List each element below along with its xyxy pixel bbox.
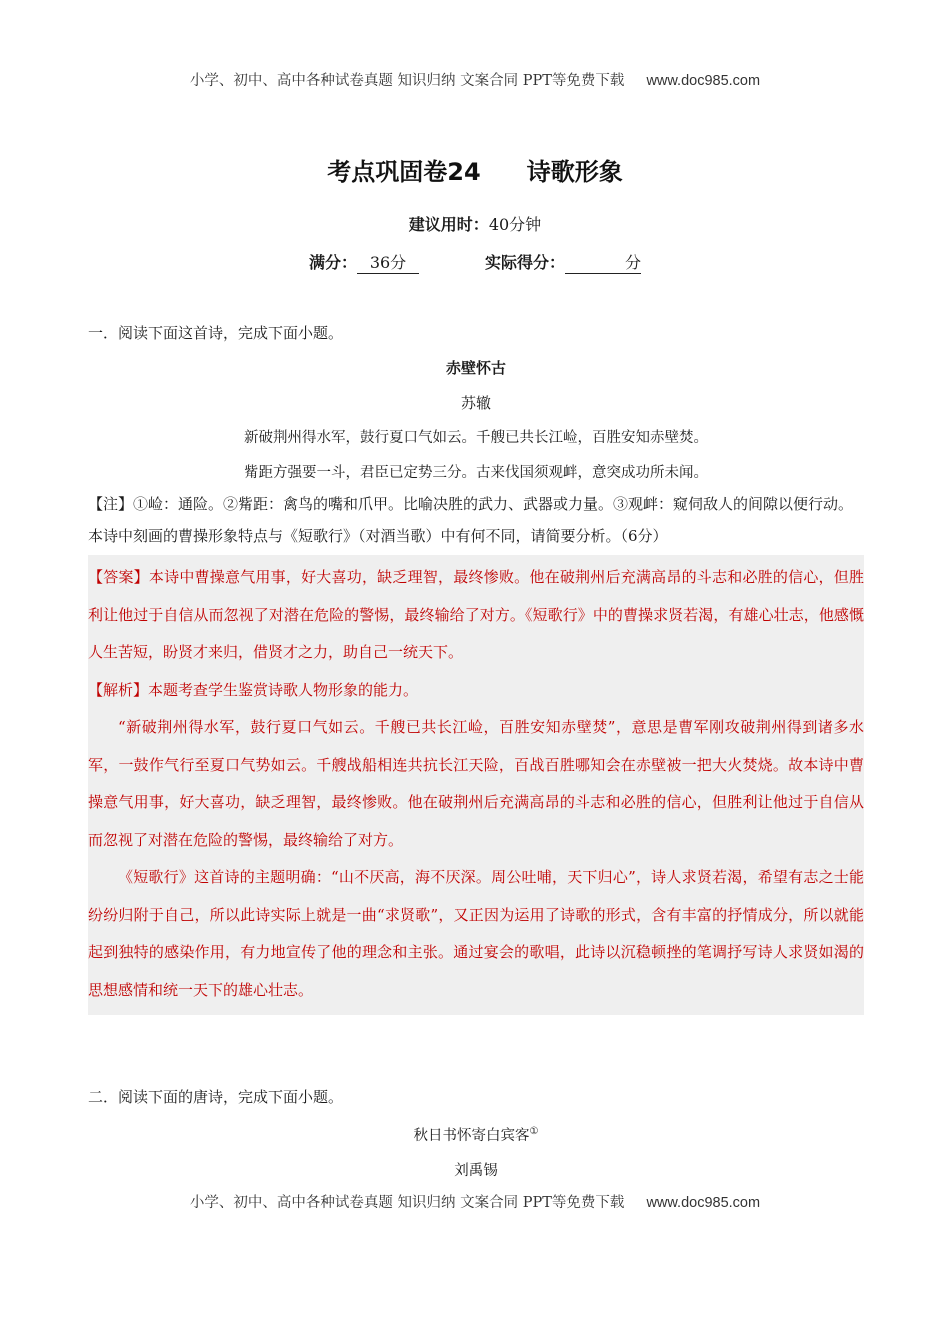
time-label: 建议用时： [408,215,489,234]
analysis-tag: 【解析】 [88,680,149,699]
title-part1: 考点巩固卷24 [327,158,481,186]
q2-poem-title-mark: ① [529,1126,539,1137]
actual-score-field[interactable]: 分 [565,250,641,274]
answer-tag: 【答案】 [88,568,149,586]
answer-paragraph [88,559,864,672]
footer-text: 小学、初中、高中各种试卷真题 知识归纳 文案合同 PPT等免费下载 [189,1195,625,1211]
header-text: 小学、初中、高中各种试卷真题 知识归纳 文案合同 PPT等免费下载 [189,73,625,89]
q1-poem-line-1: 新破荆州得水军，鼓行夏口气如云。千艘已共长江崄，百胜安知赤壁焚。 [244,430,708,446]
q2-poem-author: 刘禹锡 [454,1162,498,1179]
page-header [0,69,950,90]
question-1 [88,320,864,1015]
full-score-value: 36分 [357,250,419,274]
analysis-intro: 本题考查学生鉴赏诗歌人物形象的能力。 [148,680,419,699]
actual-score-label: 实际得分： [485,253,566,272]
page-footer [0,1191,950,1212]
answer-box [88,555,864,1015]
title-part2: 诗歌形象 [526,158,623,186]
q1-poem-author: 苏辙 [460,394,491,412]
footer-url[interactable]: www.doc985.com [646,1195,761,1211]
page-title [0,152,950,187]
q1-intro: 一．阅读下面这首诗，完成下面小题。 [88,324,344,342]
analysis-paragraph-1: “新破荆州得水军，鼓行夏口气如云。千艘已共长江崄，百胜安知赤壁焚”，意思是曹军刚攻破荆州得到诸多水军，一鼓作气行至夏口气势如云。千艘战船相连共抗长江天险，百战百胜哪知会在赤壁被一把大火焚烧。故本诗中曹操意气用事，好大喜功，缺乏理智，最终惨败。他在破荆州后充满高昂的斗志和必胜的信心，但胜利让他过于自信从而忽视了对潜在危险的警惕，最终输给了对方。 [88,718,864,849]
question-2 [88,1084,864,1184]
q2-poem-title [88,1119,864,1149]
q2-poem-title-text: 秋日书怀寄白宾客 [413,1127,530,1144]
analysis-paragraph-2: 《短歌行》这首诗的主题明确：“山不厌高，海不厌深。周公吐哺，天下归心”，诗人求贤若渴，希望有志之士能纷纷归附于自己，所以此诗实际上就是一曲“求贤歌”，又正因为运用了诗歌的形式，含有丰富的抒情成分，所以就能起到独特的感染作用，有力地宣传了他的理念和主张。通过宴会的歌唱，此诗以沉稳顿挫的笔调抒写诗人求贤如渴的思想感情和统一天下的雄心壮志。 [88,868,864,999]
q1-poem-title: 赤壁怀古 [445,359,506,377]
analysis-intro-paragraph [88,672,864,710]
q1-poem-line-2: 觜距方强要一斗，君臣已定势三分。古来伐国须观衅，意突成功所未闻。 [244,465,708,481]
q1-question: 本诗中刻画的曹操形象特点与《短歌行》（对酒当歌）中有何不同，请简要分析。（6分） [88,527,668,545]
header-url[interactable]: www.doc985.com [646,73,761,89]
q1-note: 【注】①崄：通险。②觜距：禽鸟的嘴和爪甲。比喻决胜的武力、武器或力量。③观衅：窥伺敌人的间隙以便行动。 [88,495,854,513]
full-score-label: 满分： [308,253,357,272]
answer-text: 本诗中曹操意气用事，好大喜功，缺乏理智，最终惨败。他在破荆州后充满高昂的斗志和必胜的信心，但胜利让他过于自信从而忽视了对潜在危险的警惕，最终输给了对方。《短歌行》中的曹操求贤若渴，有雄心壮志，他感慨人生苦短，盼贤才来归，借贤才之力，助自己一统天下。 [88,568,864,661]
score-line [0,250,950,274]
suggested-time [0,212,950,235]
time-value: 40分钟 [488,215,542,234]
q2-intro: 二．阅读下面的唐诗，完成下面小题。 [88,1088,344,1106]
